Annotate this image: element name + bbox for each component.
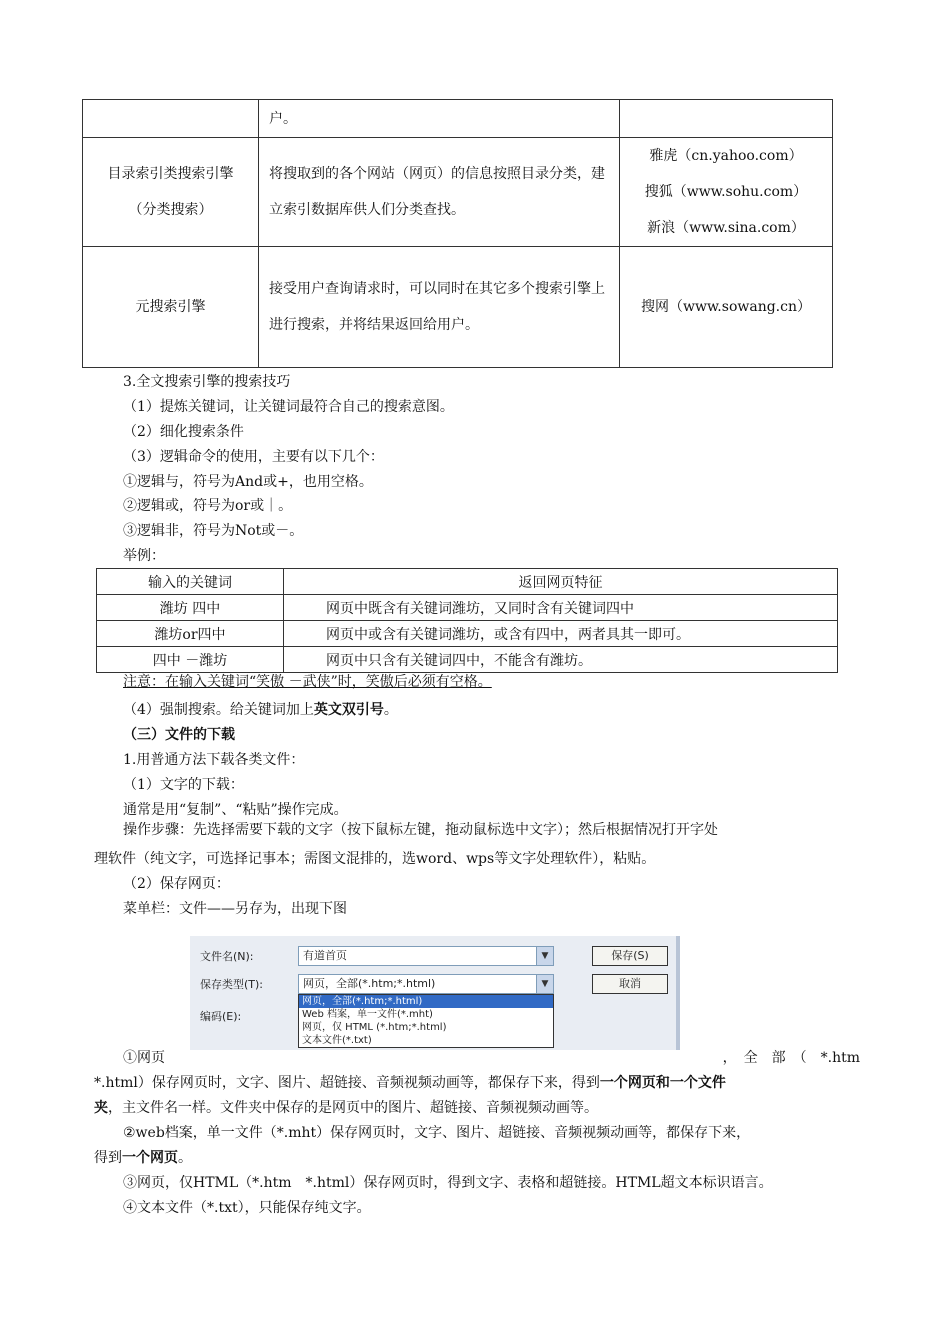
text-run: 。 <box>178 1150 192 1166</box>
dropdown-option: 网页，全部(*.htm;*.html) <box>299 995 553 1008</box>
list-item: ①逻辑与，符号为And或+，也用空格。 <box>123 474 373 490</box>
paragraph: ， 全 部 （ *.htm <box>722 1050 860 1066</box>
column-header: 返回网页特征 <box>284 569 838 595</box>
result-cell: 网页中或含有关键词潍坊，或含有四中，两者具其一即可。 <box>284 621 838 647</box>
chevron-down-icon: ▼ <box>536 975 553 993</box>
file-type-value: 网页，全部(*.htm;*.html) <box>303 977 436 990</box>
bold-text: 夹 <box>94 1100 108 1116</box>
dropdown-option: 网页，仅 HTML (*.htm;*.html) <box>302 1022 447 1033</box>
chevron-down-icon: ▼ <box>536 947 553 965</box>
engine-type-name: 目录索引类搜索引擎 <box>107 166 234 182</box>
paragraph: ①网页 <box>123 1050 165 1066</box>
table-cell <box>620 100 833 138</box>
keyword-cell: 四中 －潍坊 <box>97 647 284 673</box>
table-cell: 元搜索引擎 <box>83 247 259 368</box>
section-title: 3.全文搜索引擎的搜索技巧 <box>123 374 291 390</box>
paragraph <box>94 1148 192 1168</box>
keyword-example-table <box>96 568 838 673</box>
table-row <box>83 138 833 247</box>
paragraph <box>123 700 398 720</box>
table-cell <box>83 100 259 138</box>
paragraph: ④文本文件（*.txt），只能保存纯文字。 <box>123 1200 371 1216</box>
example-site: 雅虎（cn.yahoo.com） <box>649 148 803 164</box>
note: 注意：在输入关键词“笑傲 －武侠”时，笑傲后必须有空格。 <box>123 674 492 690</box>
file-type-label: 保存类型(T): <box>200 978 264 991</box>
result-cell: 网页中只含有关键词四中，不能含有潍坊。 <box>284 647 838 673</box>
list-item: ③逻辑非，符号为Not或－。 <box>123 523 304 539</box>
text-run: （4）强制搜索。给关键词加上 <box>123 702 314 718</box>
table-row <box>83 100 833 138</box>
table-row <box>97 647 838 673</box>
dialog-edge <box>676 936 680 1050</box>
text-run: 得到 <box>94 1150 122 1166</box>
encoding-label: 编码(E): <box>200 1010 242 1023</box>
bold-text: 一个网页和一个文件 <box>599 1075 726 1091</box>
table-cell <box>620 138 833 247</box>
text-run: 。 <box>383 702 398 718</box>
table-cell: 接受用户查询请求时，可以同时在其它多个搜索引擎上进行搜索，并将结果返回给用户。 <box>259 247 620 368</box>
save-button: 保存(S) <box>592 946 668 966</box>
column-header: 输入的关键词 <box>97 569 284 595</box>
list-item: ②逻辑或，符号为or或｜。 <box>123 498 293 514</box>
keyword-cell: 潍坊 四中 <box>97 595 284 621</box>
paragraph: 举例： <box>123 548 165 564</box>
table-cell: 户。 <box>259 100 620 138</box>
example-site: 新浪（www.sina.com） <box>647 220 805 236</box>
paragraph: （3）逻辑命令的使用，主要有以下几个： <box>123 449 384 465</box>
paragraph: （1）文字的下载： <box>123 777 244 793</box>
paragraph: （2）细化搜索条件 <box>123 424 244 440</box>
keyword-cell: 潍坊or四中 <box>97 621 284 647</box>
search-engine-table <box>82 99 833 368</box>
table-cell <box>83 138 259 247</box>
bold-text: 一个网页 <box>122 1150 178 1166</box>
paragraph: 理软件（纯文字，可选择记事本；需图文混排的，选word、wps等文字处理软件），粘贴。 <box>94 851 656 867</box>
paragraph <box>94 1073 726 1093</box>
cancel-button: 取消 <box>592 974 668 994</box>
example-site: 搜狐（www.sohu.com） <box>644 184 808 200</box>
table-row <box>97 595 838 621</box>
paragraph <box>94 1098 598 1118</box>
section-heading: （三）文件的下载 <box>123 727 235 743</box>
table-row <box>97 621 838 647</box>
dropdown-option: Web 档案，单一文件(*.mht) <box>302 1009 433 1020</box>
table-cell: 将搜取到的各个网站（网页）的信息按照目录分类，建立索引数据库供人们分类查找。 <box>259 138 620 247</box>
filename-label: 文件名(N): <box>200 950 254 963</box>
table-row <box>83 247 833 368</box>
engine-type-alias: （分类搜索） <box>128 202 213 218</box>
paragraph: 操作步骤：先选择需要下载的文字（按下鼠标左键，拖动鼠标选中文字）；然后根据情况打开字处 <box>123 822 718 838</box>
file-type-dropdown-list <box>298 994 554 1048</box>
bold-text: 英文双引号 <box>313 702 384 718</box>
paragraph: （2）保存网页： <box>123 876 230 892</box>
paragraph: ③网页，仅HTML（*.htm *.html）保存网页时，得到文字、表格和超链接。HTML超文本标识语言。 <box>123 1175 773 1191</box>
filename-field <box>298 946 554 966</box>
table-cell: 搜网（www.sowang.cn） <box>620 247 833 368</box>
save-as-dialog-image <box>190 936 680 1050</box>
paragraph: 1.用普通方法下载各类文件： <box>123 752 305 768</box>
text-run: *.html）保存网页时，文字、图片、超链接、音频视频动画等，都保存下来，得到 <box>94 1075 600 1091</box>
paragraph: （1）提炼关键词，让关键词最符合自己的搜索意图。 <box>123 399 454 415</box>
dropdown-option: 文本文件(*.txt) <box>302 1035 372 1046</box>
file-type-select <box>298 974 554 994</box>
filename-value: 有道首页 <box>303 949 347 962</box>
paragraph: ②web档案，单一文件（*.mht）保存网页时，文字、图片、超链接、音频视频动画等，都保存下来， <box>123 1125 751 1141</box>
paragraph: 通常是用“复制”、“粘贴”操作完成。 <box>123 802 348 818</box>
paragraph: 菜单栏：文件——另存为，出现下图 <box>123 901 347 917</box>
table-header-row <box>97 569 838 595</box>
text-run: ，主文件名一样。文件夹中保存的是网页中的图片、超链接、音频视频动画等。 <box>108 1100 598 1116</box>
result-cell: 网页中既含有关键词潍坊，又同时含有关键词四中 <box>284 595 838 621</box>
